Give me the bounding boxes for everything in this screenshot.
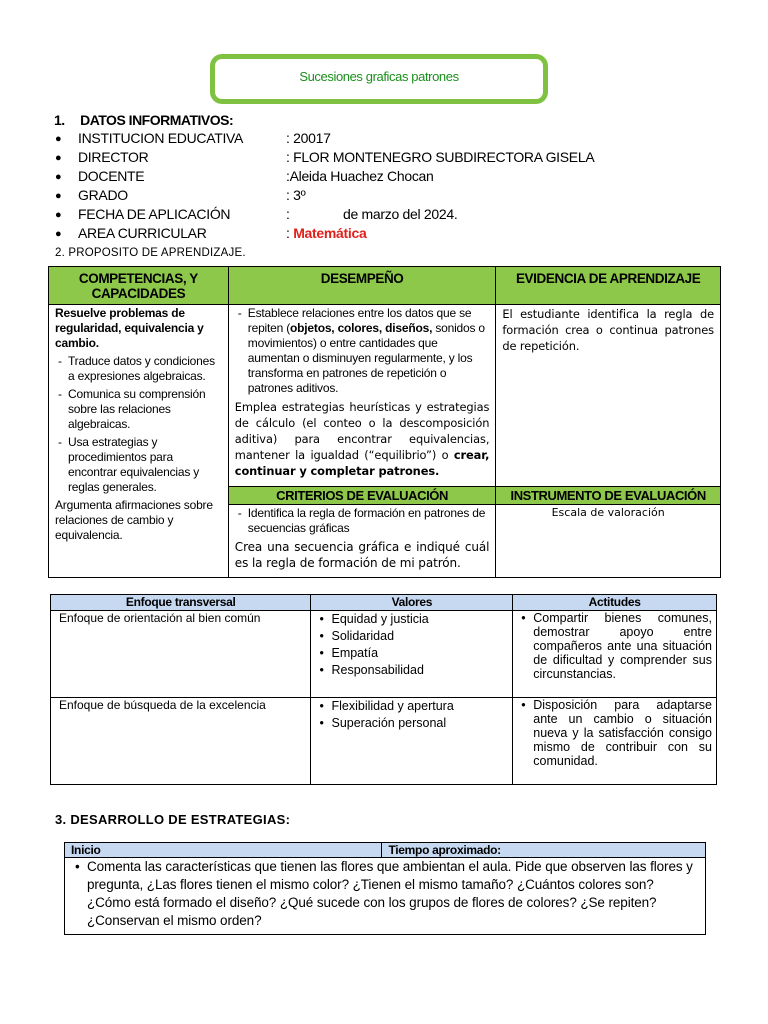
document-title: Sucesiones graficas patrones <box>299 69 459 84</box>
header-enfoque: Enfoque transversal <box>51 595 311 611</box>
info-label: FECHA DE APLICACIÓN <box>78 206 231 222</box>
desempeno-cell <box>228 305 496 487</box>
bullet-icon: ● <box>55 152 62 164</box>
competencias-cell <box>49 305 229 578</box>
info-label: GRADO <box>78 187 128 203</box>
desempeno-para-bold: crear, continuar y completar patrones. <box>234 448 490 478</box>
info-label: AREA CURRICULAR <box>78 225 207 241</box>
info-value: : 3º <box>286 187 306 203</box>
valor-item: • Flexibilidad y apertura <box>331 698 508 715</box>
bullet-icon: ● <box>55 190 62 202</box>
info-value <box>286 224 366 242</box>
actitud-item: • Compartir bienes comunes, demostrar apoyo entre compañeros ante una situación de dificultad y comprender sus circunstancias. <box>533 611 712 681</box>
bullet-icon: ● <box>55 171 62 183</box>
info-value: : FLOR MONTENEGRO SUBDIRECTORA GISELA <box>286 149 595 165</box>
enfoque-cell: Enfoque de búsqueda de la excelencia <box>51 698 311 785</box>
competencia-extra: Argumenta afirmaciones sobre relaciones de cambio y equivalencia. <box>55 498 213 542</box>
info-value: :Aleida Huachez Chocan <box>286 168 434 184</box>
bullet-icon: ● <box>55 228 62 240</box>
desempeno-paragraph <box>235 399 490 479</box>
evidencia-cell: El estudiante identifica la regla de formación crea o continua patrones de repetición. <box>496 305 721 487</box>
header-desempeno: DESEMPEÑO <box>228 267 496 305</box>
estrategias-table <box>64 842 706 935</box>
section1-title: DATOS INFORMATIVOS: <box>80 112 234 128</box>
capacidad-item: - Comunica su comprensión sobre las relaciones algebraicas. <box>55 387 223 432</box>
bullet-icon: ● <box>55 209 62 221</box>
area-value: Matemática <box>293 225 367 241</box>
info-label: DIRECTOR <box>78 149 149 165</box>
header-criterios: CRITERIOS DE EVALUACIÓN <box>228 487 496 505</box>
criterio-paragraph: Crea una secuencia gráfica e indiqué cuál es la regla de formación de mi patrón. <box>234 540 490 570</box>
valores-cell <box>311 611 513 698</box>
date-value: de marzo del 2024. <box>343 206 458 222</box>
section2-heading: 2. PROPOSITO DE APRENDIZAJE. <box>55 247 246 259</box>
actitud-cell <box>513 698 717 785</box>
bullet-icon: ● <box>55 133 62 145</box>
colon: : <box>286 225 294 241</box>
tiempo-header: Tiempo aproximado: <box>382 843 706 858</box>
valor-item: • Solidaridad <box>331 628 508 645</box>
inicio-header: Inicio <box>65 843 382 858</box>
valor-item: • Equidad y justicia <box>331 611 508 628</box>
header-instrumento: INSTRUMENTO DE EVALUACIÓN <box>496 487 721 505</box>
title-box <box>210 54 548 104</box>
actitud-cell <box>513 611 717 698</box>
desempeno-text-b: sonidos o movimientos) o entre cantidades que aumentan o disminuyen regularmente, y los transforma en patrones de repetición o patrones aditivos. <box>247 321 485 395</box>
desempeno-bold: objetos, colores, diseños, <box>290 321 433 335</box>
header-actitudes: Actitudes <box>513 595 717 611</box>
info-value: : 20017 <box>286 130 331 146</box>
criterio-item: - Identifica la regla de formación en patrones de secuencias gráficas <box>235 506 490 536</box>
info-value: : <box>286 206 290 222</box>
inicio-cell <box>65 858 706 935</box>
valor-item: • Superación personal <box>331 715 508 732</box>
enfoque-cell: Enfoque de orientación al bien común <box>51 611 311 698</box>
header-valores: Valores <box>311 595 513 611</box>
enfoques-table <box>50 594 717 785</box>
header-competencias: COMPETENCIAS, Y CAPACIDADES <box>49 267 229 305</box>
criterios-cell <box>228 505 496 578</box>
instrumento-cell: Escala de valoración <box>496 505 721 578</box>
section1-heading <box>54 112 233 128</box>
info-label: INSTITUCION EDUCATIVA <box>78 130 244 146</box>
capacidad-item: - Usa estrategias y procedimientos para encontrar equivalencias y reglas generales. <box>55 435 223 495</box>
proposito-table <box>48 266 721 578</box>
capacidad-item: - Traduce datos y condiciones a expresiones algebraicas. <box>55 354 223 384</box>
desempeno-text-a: Establece relaciones entre los datos que se repiten ( <box>247 306 472 335</box>
valor-item: • Empatía <box>331 645 508 662</box>
valores-cell <box>311 698 513 785</box>
desempeno-para-a: Emplea estrategias heurísticas y estrategias de cálculo (el conteo o la descomposición aditiva) para encontrar equivalencias, mantener la igualdad (“equilibrio”) o <box>234 400 490 462</box>
valor-item: • Responsabilidad <box>331 662 508 679</box>
desempeno-item <box>235 306 490 396</box>
section1-number: 1. <box>54 112 65 128</box>
inicio-item: • Comenta las características que tienen las flores que ambientan el aula. Pide que observen las flores y pregunta, ¿Las flores tienen el mismo color? ¿Tienen el mismo tamaño? ¿Cuántos colores son? ¿Cómo está formado el diseño? ¿Qué sucede con los grupos de flores de colores? ¿Se repiten? ¿Conservan el mismo orden? <box>87 858 697 930</box>
actitud-item: • Disposición para adaptarse ante un cambio o situación nueva y la satisfacción consigo mismo de contribuir con su comunidad. <box>533 698 712 768</box>
header-evidencia: EVIDENCIA DE APRENDIZAJE <box>496 267 721 305</box>
info-label: DOCENTE <box>78 168 145 184</box>
competencia-title: Resuelve problemas de regularidad, equivalencia y cambio. <box>55 306 204 350</box>
section3-heading: 3. DESARROLLO DE ESTRATEGIAS: <box>55 812 291 827</box>
